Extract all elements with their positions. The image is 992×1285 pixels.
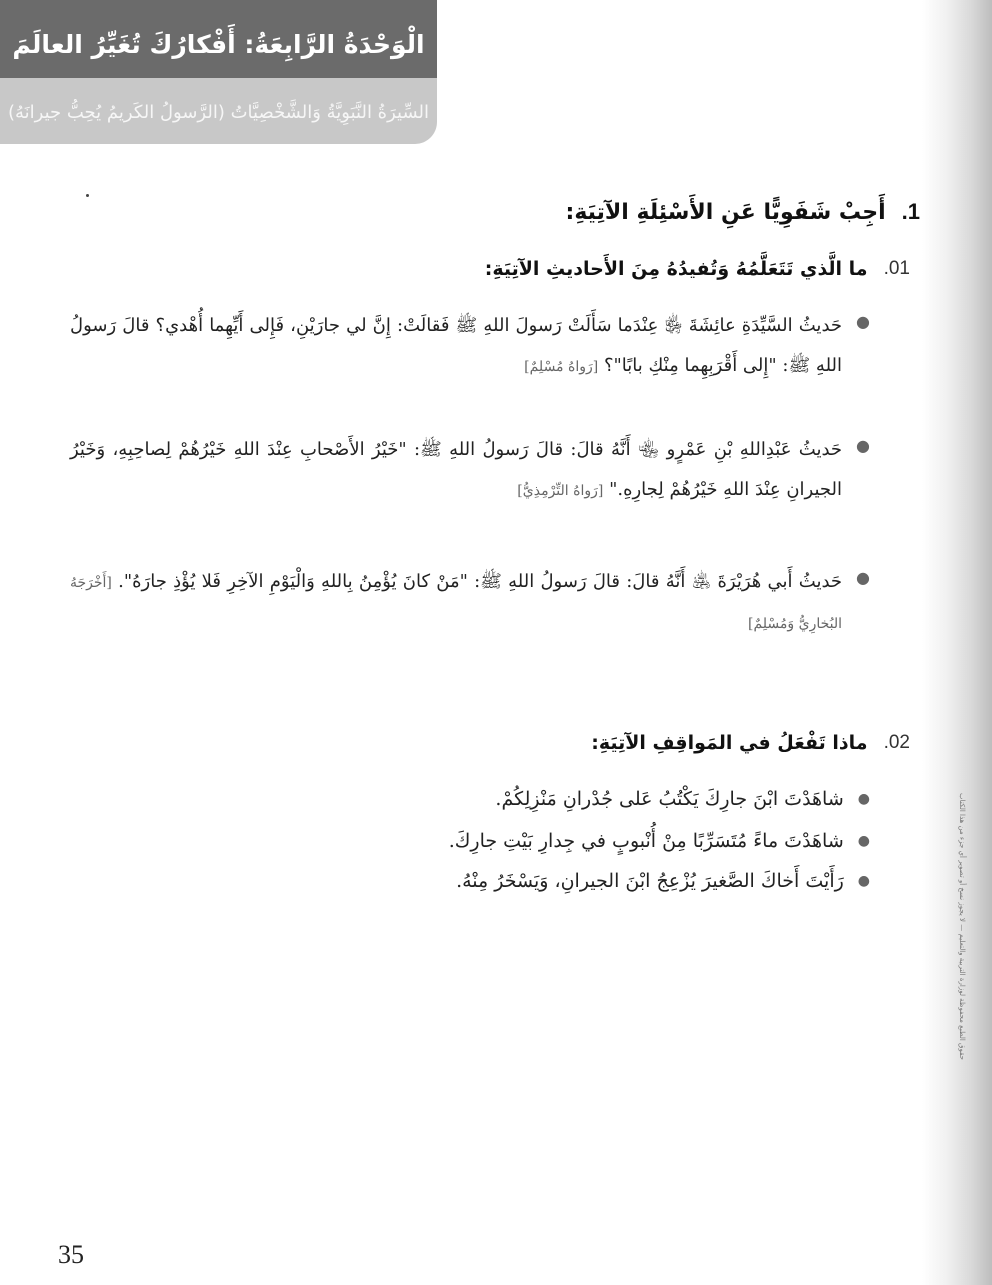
hadith-1-body: حَديثُ السَّيِّدَةِ عائِشَةَ ﵂ عِنْدَما سَأَلَتْ رَسولَ اللهِ ﷺ فَقالَتْ: إِنَّ لي جارَيْنِ، فَإِلى أَيِّهِما أُهْدي؟ قالَ رَسولُ اللهِ ﷺ: "إِلى أَقْرَبِهِما مِنْكِ بابًا"؟: [70, 315, 843, 376]
unit-title: الْوَحْدَةُ الرَّابِعَةُ: أَفْكارُكَ تُغَيِّرُ العالَمَ: [0, 0, 437, 78]
hadith-2-source: [رَواهُ التِّرْمِذِيُّ]: [517, 483, 604, 499]
question-1-heading: [520, 192, 920, 232]
bullet-icon: ●: [856, 312, 870, 331]
hadith-item-2: [70, 430, 870, 511]
stray-dot: [86, 194, 89, 197]
hadith-text-3: [70, 562, 842, 644]
page-gutter-shadow: [922, 0, 992, 1285]
situation-2-text: شاهَدْتَ ماءً مُتَسَرِّبًا مِنْ أُنْبوبٍ في جِدارِ بَيْتِ جارِكَ.: [448, 830, 844, 852]
subquestion-01-title: ما الَّذي تَتَعَلَّمُهُ وَتُفيدُهُ مِنَ الأَحاديثِ الآتِيَةِ:: [484, 258, 868, 280]
unit-subtitle: السِّيرَةُ النَّبَوِيَّةُ وَالشَّخْصِيَّاتُ (الرَّسولُ الكَريمُ يُحِبُّ جيرانَهُ): [7, 102, 430, 123]
bullet-icon: ●: [857, 873, 870, 889]
hadith-1-source: [رَواهُ مُسْلِمٌ]: [524, 359, 599, 375]
subquestion-01-number: 01.: [883, 258, 910, 279]
subquestion-02-title: ماذا تَفْعَلُ في المَواقِفِ الآتِيَةِ:: [591, 732, 868, 754]
subquestion-02-number: 02.: [883, 732, 910, 753]
question-1-number: 1.: [901, 199, 920, 224]
subquestion-02-heading: [420, 726, 910, 760]
hadith-text-2: [70, 430, 842, 511]
hadith-item-3: [70, 562, 870, 644]
bullet-icon: ●: [856, 436, 870, 455]
situation-3-text: رَأَيْتَ أَخاكَ الصَّغيرَ يُزْعِجُ ابْنَ الجيرانِ، وَيَسْخَرُ مِنْهُ.: [456, 870, 844, 892]
situation-item-2: [380, 824, 870, 858]
situation-1-text: شاهَدْتَ ابْنَ جارِكَ يَكْتُبُ عَلى جُدْرانِ مَنْزِلِكُمْ.: [495, 788, 844, 810]
question-1-title: أَجِبْ شَفَوِيًّا عَنِ الأَسْئِلَةِ الآتِيَةِ:: [565, 199, 886, 225]
bullet-icon: ●: [857, 791, 870, 807]
bullet-icon: ●: [857, 833, 870, 849]
side-copyright-note: حقوق الطبع محفوظة لوزارة التربية والتعليم — لا يجوز نسخ أو تصوير أي جزء من هذا الكتاب: [958, 793, 966, 1060]
subquestion-01-heading: [420, 252, 910, 286]
hadith-3-source: [أَخْرَجَهُ البُخارِيُّ وَمُسْلِمٌ]: [70, 575, 843, 632]
bullet-icon: ●: [856, 568, 870, 587]
situation-item-1: [380, 782, 870, 816]
unit-header-banner: [0, 0, 437, 144]
hadith-item-1: [70, 306, 870, 387]
hadith-3-body: حَديثُ أَبي هُرَيْرَةَ ﵁ أَنَّهُ قالَ: قالَ رَسولُ اللهِ ﷺ: "مَنْ كانَ يُؤْمِنُ بِاللهِ وَالْيَوْمِ الآخِرِ فَلا يُؤْذِ جارَهُ".: [118, 571, 843, 592]
hadith-text-1: [70, 306, 842, 387]
situation-item-3: [380, 864, 870, 898]
hadith-2-body: حَديثُ عَبْدِاللهِ بْنِ عَمْرٍو ﵄ أَنَّهُ قالَ: قالَ رَسولُ اللهِ ﷺ: "خَيْرُ الأَصْحابِ عِنْدَ اللهِ خَيْرُهُمْ لِصاحِبِهِ، وَخَيْرُ الجيرانِ عِنْدَ اللهِ خَيْرُهُمْ لِجارِهِ.": [70, 439, 843, 500]
page-number: 35: [58, 1240, 84, 1269]
